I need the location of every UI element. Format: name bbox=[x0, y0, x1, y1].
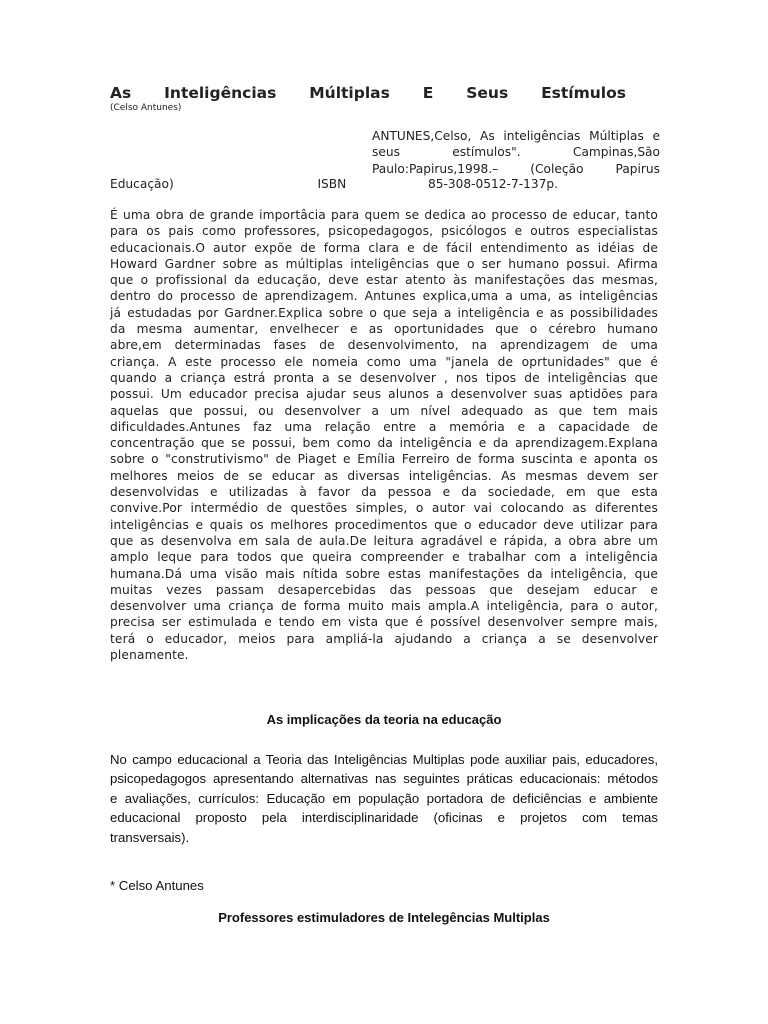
text-line: melhores meios de se educar as diversas inteligências. As mesmas devem ser bbox=[110, 468, 658, 483]
text-line: desenvolver uma criança de forma muito mais ampla.A inteligência, para o autor, bbox=[110, 599, 658, 614]
reference-isbn-number: 85-308-0512-7-137p. bbox=[427, 177, 558, 191]
title-word: E bbox=[422, 84, 434, 102]
reference-last-line bbox=[110, 176, 658, 192]
text-line: que o profissional da educação, deve estar atento às manifestações das mesmas, bbox=[110, 273, 658, 288]
text-line: possui. Um educador precisa ajudar seus alunos a desenvolver suas aptidões para bbox=[110, 387, 658, 402]
text-line: dentro do processo de aprendizagem. Antunes explica,uma a uma, as inteligências bbox=[110, 289, 658, 304]
text-line: quando a criança estrá pronta a se desenvolver , nos tipos de inteligências que bbox=[110, 370, 658, 385]
text-line: humana.Dá uma visão mais nítida sobre estas manifestações da inteligência, que bbox=[110, 566, 658, 581]
text-line: transversais). bbox=[110, 829, 190, 845]
document-title bbox=[110, 84, 626, 102]
text-line: aquelas que possui, ou desenvolver a um nível adequado as que tem mais bbox=[110, 403, 658, 418]
text-line: terá o educador, meios para ampliá-la ajudando a criança a se desenvolver bbox=[110, 631, 658, 646]
text-line: abre,em determinadas fases de desenvolvimento, na aprendizagem de uma bbox=[110, 338, 658, 353]
text-line: que as desenvolva em sala de aula.De leitura agradável e rápida, a obra abre um bbox=[110, 533, 658, 548]
text-line: e avaliações, currículos: Educação em população portadora de deficiências e ambiente bbox=[110, 790, 658, 806]
text-line: desenvolvidas e utilizadas à favor da pessoa e da sociedade, em que esta bbox=[110, 485, 658, 500]
title-word: Inteligências bbox=[164, 84, 277, 102]
bibliographic-reference bbox=[372, 128, 660, 177]
reference-line: seus estímulos". Campinas,São bbox=[372, 145, 660, 160]
reference-line: Paulo:Papirus,1998.– (Coleção Papirus bbox=[372, 161, 660, 176]
footer-heading: Professores estimuladores de Intelegências Multiplas bbox=[218, 910, 550, 925]
title-word: Seus bbox=[466, 84, 509, 102]
text-line: criança. A este processo ele nomeia como uma "janela de oprtunidades" que é bbox=[110, 354, 658, 369]
reference-collection: Educação) bbox=[110, 177, 174, 191]
text-line: da mesma aumentar, envelhecer e as oportunidades que o cérebro humano bbox=[110, 322, 658, 337]
text-line: inteligências e quais os melhores procedimentos que o educador deve utilizar para bbox=[110, 517, 658, 532]
text-line: para os pais como professores, psicopedagogos, psicólogos e outros especialistas bbox=[110, 224, 658, 239]
text-line: dificuldades.Antunes faz uma relação entre a memória e a capacidade de bbox=[110, 419, 658, 434]
text-line: Howard Gardner sobre as múltiplas inteligências que o ser humano possui. Afirma bbox=[110, 256, 658, 271]
text-line: concentração que se possui, bem como da inteligência e da aprendizagem.Explana bbox=[110, 436, 658, 451]
text-line: precisa ser estimulada e tendo em vista que é possível desenvolver sempre mais, bbox=[110, 615, 658, 630]
reference-isbn-label: ISBN bbox=[317, 177, 347, 191]
text-line: convive.Por intermédio de questões simples, o autor vai colocando as diferentes bbox=[110, 501, 658, 516]
text-line: psicopedagogos apresentando alternativas nas seguintes práticas educacionais: métodos bbox=[110, 771, 658, 787]
text-line: já estudadas por Gardner.Explica sobre o que seja a inteligência e as possibilidades bbox=[110, 305, 658, 320]
text-line: É uma obra de grande importâcia para quem se dedica ao processo de educar, tanto bbox=[110, 208, 658, 222]
text-line: sobre o "construtivismo" de Piaget e Emília Ferreiro de forma suscinta e aponta os bbox=[110, 452, 658, 467]
review-paragraph bbox=[110, 207, 658, 663]
text-line: educacionais.O autor expõe de forma clara e de fácil entendimento as idéias de bbox=[110, 240, 658, 255]
text-line: amplo leque para todos que queira compreender e trabalhar com a inteligência bbox=[110, 550, 658, 565]
title-word: Estímulos bbox=[541, 84, 626, 102]
title-word: As bbox=[110, 84, 132, 102]
section-heading: As implicações da teoria na educação bbox=[266, 712, 502, 727]
text-line: plenamente. bbox=[110, 648, 189, 663]
reference-line: ANTUNES,Celso, As inteligências Múltiplas e bbox=[372, 129, 660, 143]
section-paragraph bbox=[110, 750, 658, 847]
text-line: educacional proposto pela interdisciplinaridade (oficinas e projetos com temas bbox=[110, 810, 658, 826]
title-word: Múltiplas bbox=[309, 84, 390, 102]
text-line: No campo educacional a Teoria das Inteligências Multiplas pode auxiliar pais, educadores, bbox=[110, 752, 658, 767]
document-subtitle: (Celso Antunes) bbox=[110, 103, 182, 113]
footer-author: * Celso Antunes bbox=[110, 878, 204, 893]
text-line: muitas vezes passam desapercebidas das pessoas que desejam educar e bbox=[110, 582, 658, 597]
